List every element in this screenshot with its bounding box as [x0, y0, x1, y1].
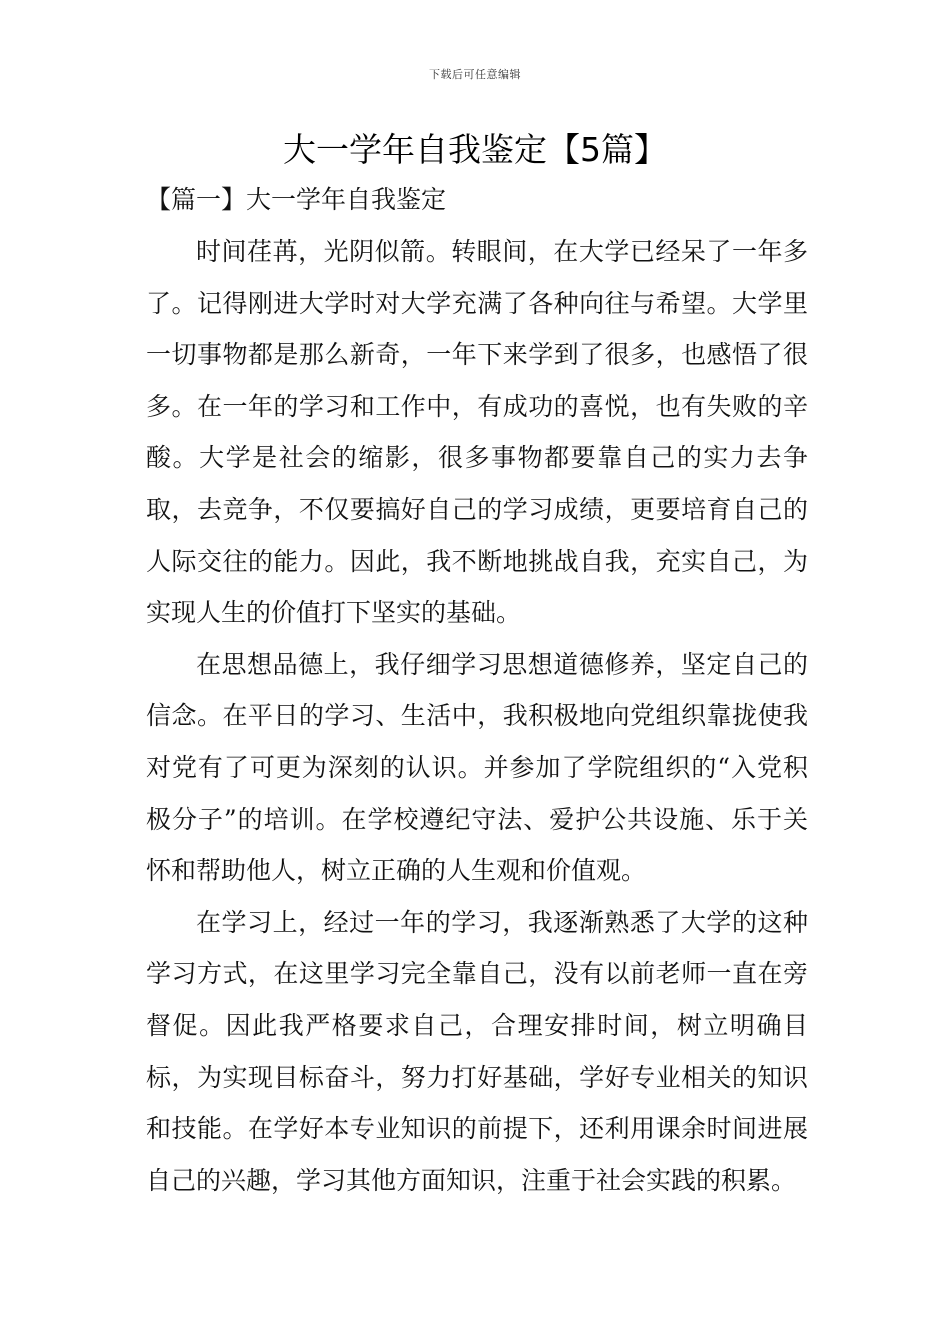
section-heading: 【篇一】大一学年自我鉴定 — [146, 185, 447, 214]
header-watermark: 下载后可任意编辑 — [429, 68, 521, 81]
paragraph-1: 时间荏苒，光阴似箭。转眼间，在大学已经呆了一年多了。记得刚进大学时对大学充满了各种向往与希望。大学里一切事物都是那么新奇，一年下来学到了很多，也感悟了很多。在一年的学习和工作中，有成功的喜悦，也有失败的辛酸。大学是社会的缩影，很多事物都要靠自己的实力去争取，去竞争，不仅要搞好自己的学习成绩，更要培育自己的人际交往的能力。因此，我不断地挑战自我，充实自己，为实现人生的价值打下坚实的基础。 — [146, 237, 808, 628]
document-title: 大一学年自我鉴定【5篇】 — [283, 130, 667, 169]
paragraph-2: 在思想品德上，我仔细学习思想道德修养，坚定自己的信念。在平日的学习、生活中，我积极地向党组织靠拢使我对党有了可更为深刻的认识。并参加了学院组织的“入党积极分子”的培训。在学校遵纪守法、爱护公共设施、乐于关怀和帮助他人，树立正确的人生观和价值观。 — [146, 649, 808, 886]
document-body — [146, 226, 808, 1206]
paragraph-3: 在学习上，经过一年的学习，我逐渐熟悉了大学的这种学习方式，在这里学习完全靠自己，没有以前老师一直在旁督促。因此我严格要求自己，合理安排时间，树立明确目标，为实现目标奋斗，努力打好基础，学好专业相关的知识和技能。在学好本专业知识的前提下，还利用课余时间进展自己的兴趣，学习其他方面知识，注重于社会实践的积累。 — [146, 907, 808, 1195]
